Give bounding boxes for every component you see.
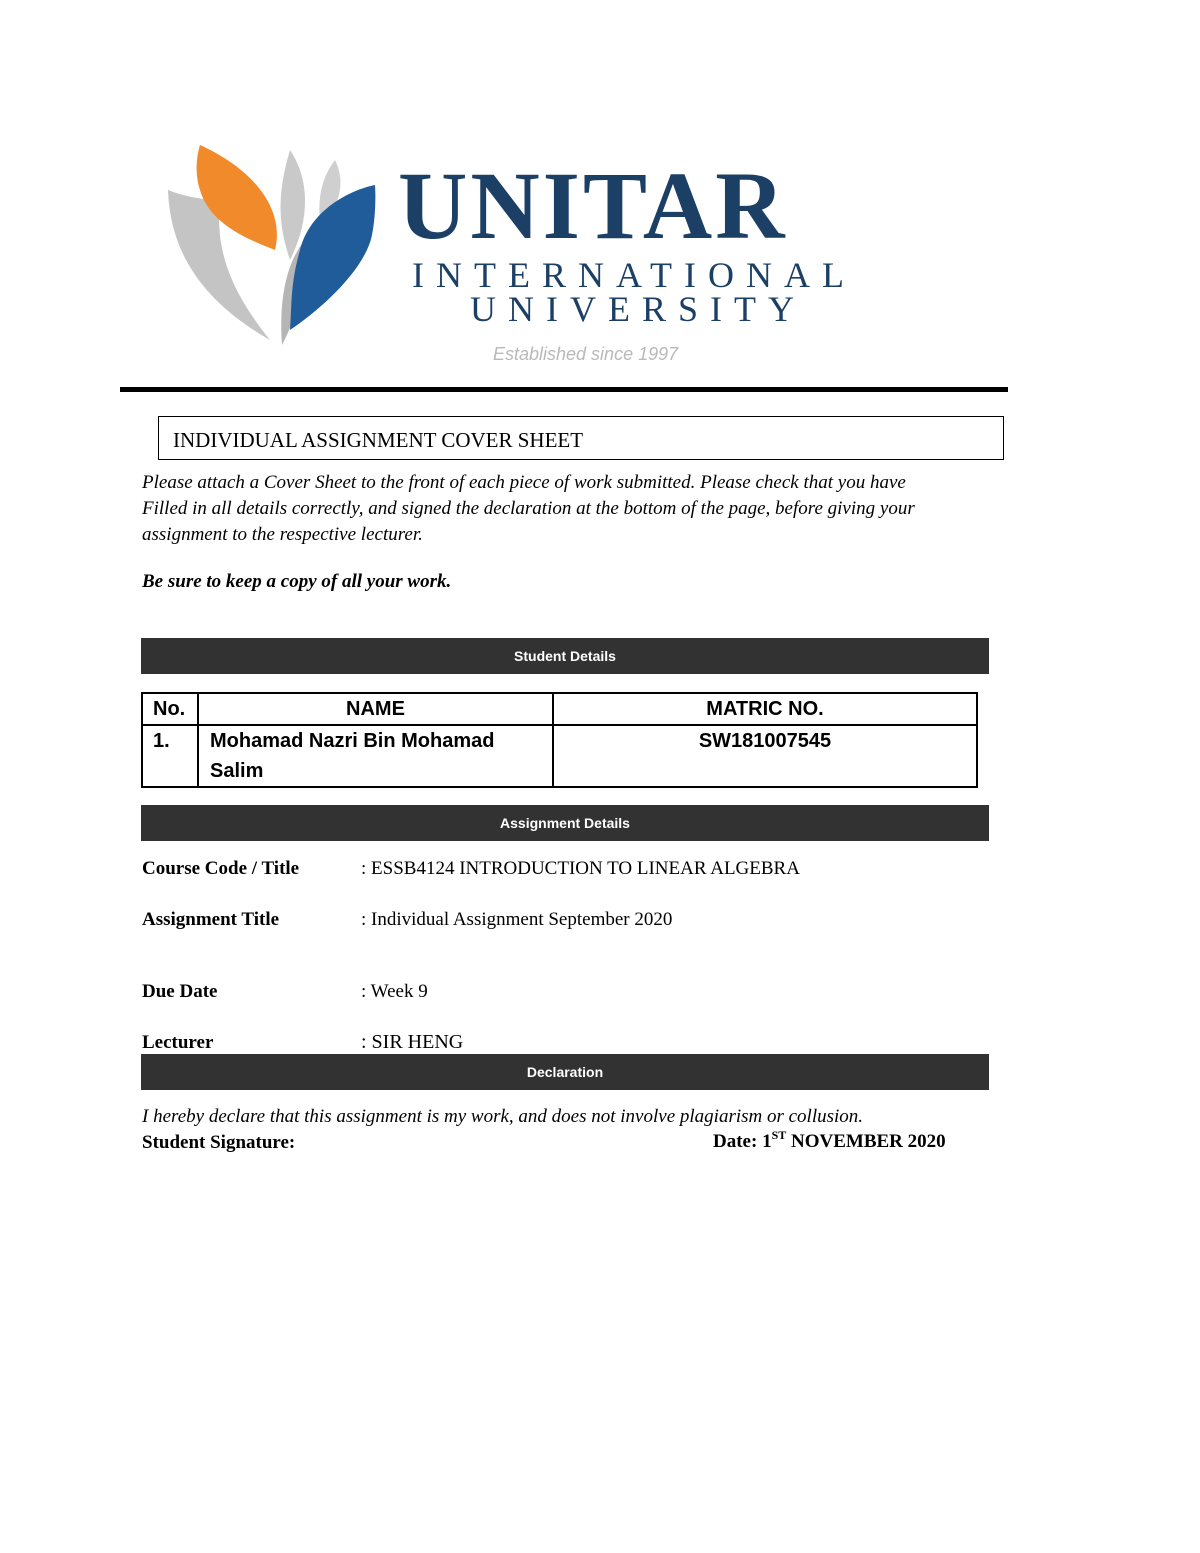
section-header-declaration	[141, 1054, 989, 1090]
date-day: 1	[762, 1131, 772, 1152]
page-title: INDIVIDUAL ASSIGNMENT COVER SHEET	[173, 428, 584, 452]
assignment-title-label: Assignment Title	[142, 909, 280, 930]
section-header-assignment-details	[141, 805, 989, 841]
student-name-line: Mohamad Nazri Bin Mohamad	[210, 730, 495, 752]
section-header-label: Assignment Details	[500, 815, 630, 831]
instruction-line: assignment to the respective lecturer.	[142, 524, 423, 545]
column-header-name: NAME	[198, 693, 553, 725]
date-suffix: ST	[771, 1128, 787, 1142]
cell-matric: SW181007545	[553, 725, 977, 787]
date-label: Date:	[713, 1131, 763, 1152]
section-header-label: Declaration	[526, 1064, 604, 1080]
student-details-table	[141, 692, 978, 788]
student-name-line: Salim	[210, 760, 264, 782]
due-date-value: : Week 9	[361, 981, 428, 1002]
lecturer-label: Lecturer	[142, 1032, 214, 1053]
logo-line-university: UNIVERSITY	[470, 289, 806, 329]
course-value: : ESSB4124 INTRODUCTION TO LINEAR ALGEBRA	[361, 858, 800, 879]
table-row	[142, 725, 977, 787]
course-label: Course Code / Title	[142, 858, 300, 879]
university-logo	[160, 140, 856, 375]
leaf-emblem-icon	[160, 140, 380, 350]
due-date-label: Due Date	[142, 981, 218, 1002]
date-month-year: NOVEMBER 2020	[786, 1131, 946, 1152]
instructions	[142, 470, 1067, 548]
logo-line-international: INTERNATIONAL	[412, 255, 856, 295]
cell-name	[198, 725, 553, 787]
section-header-label: Student Details	[514, 648, 616, 664]
instruction-line: Filled in all details correctly, and signed the declaration at the bottom of the page, before giving your	[142, 498, 915, 519]
logo-wordmark: UNITAR	[398, 152, 788, 259]
cell-no: 1.	[142, 725, 198, 787]
header-divider	[120, 387, 1008, 392]
lecturer-value: : SIR HENG	[361, 1031, 464, 1053]
table-header-row	[142, 693, 977, 725]
keep-copy-reminder: Be sure to keep a copy of all your work.	[142, 571, 452, 592]
section-header-student-details	[141, 638, 989, 674]
instruction-line: Please attach a Cover Sheet to the front of each piece of work submitted. Please check that you have	[142, 472, 906, 493]
declaration-date	[713, 1129, 946, 1155]
column-header-no: No.	[142, 693, 198, 725]
assignment-title-value: : Individual Assignment September 2020	[361, 909, 673, 930]
logo-tagline: Established since 1997	[493, 344, 679, 364]
column-header-matric: MATRIC NO.	[553, 693, 977, 725]
student-signature-label: Student Signature:	[142, 1132, 296, 1153]
declaration-statement: I hereby declare that this assignment is my work, and does not involve plagiarism or collusion.	[142, 1106, 864, 1127]
